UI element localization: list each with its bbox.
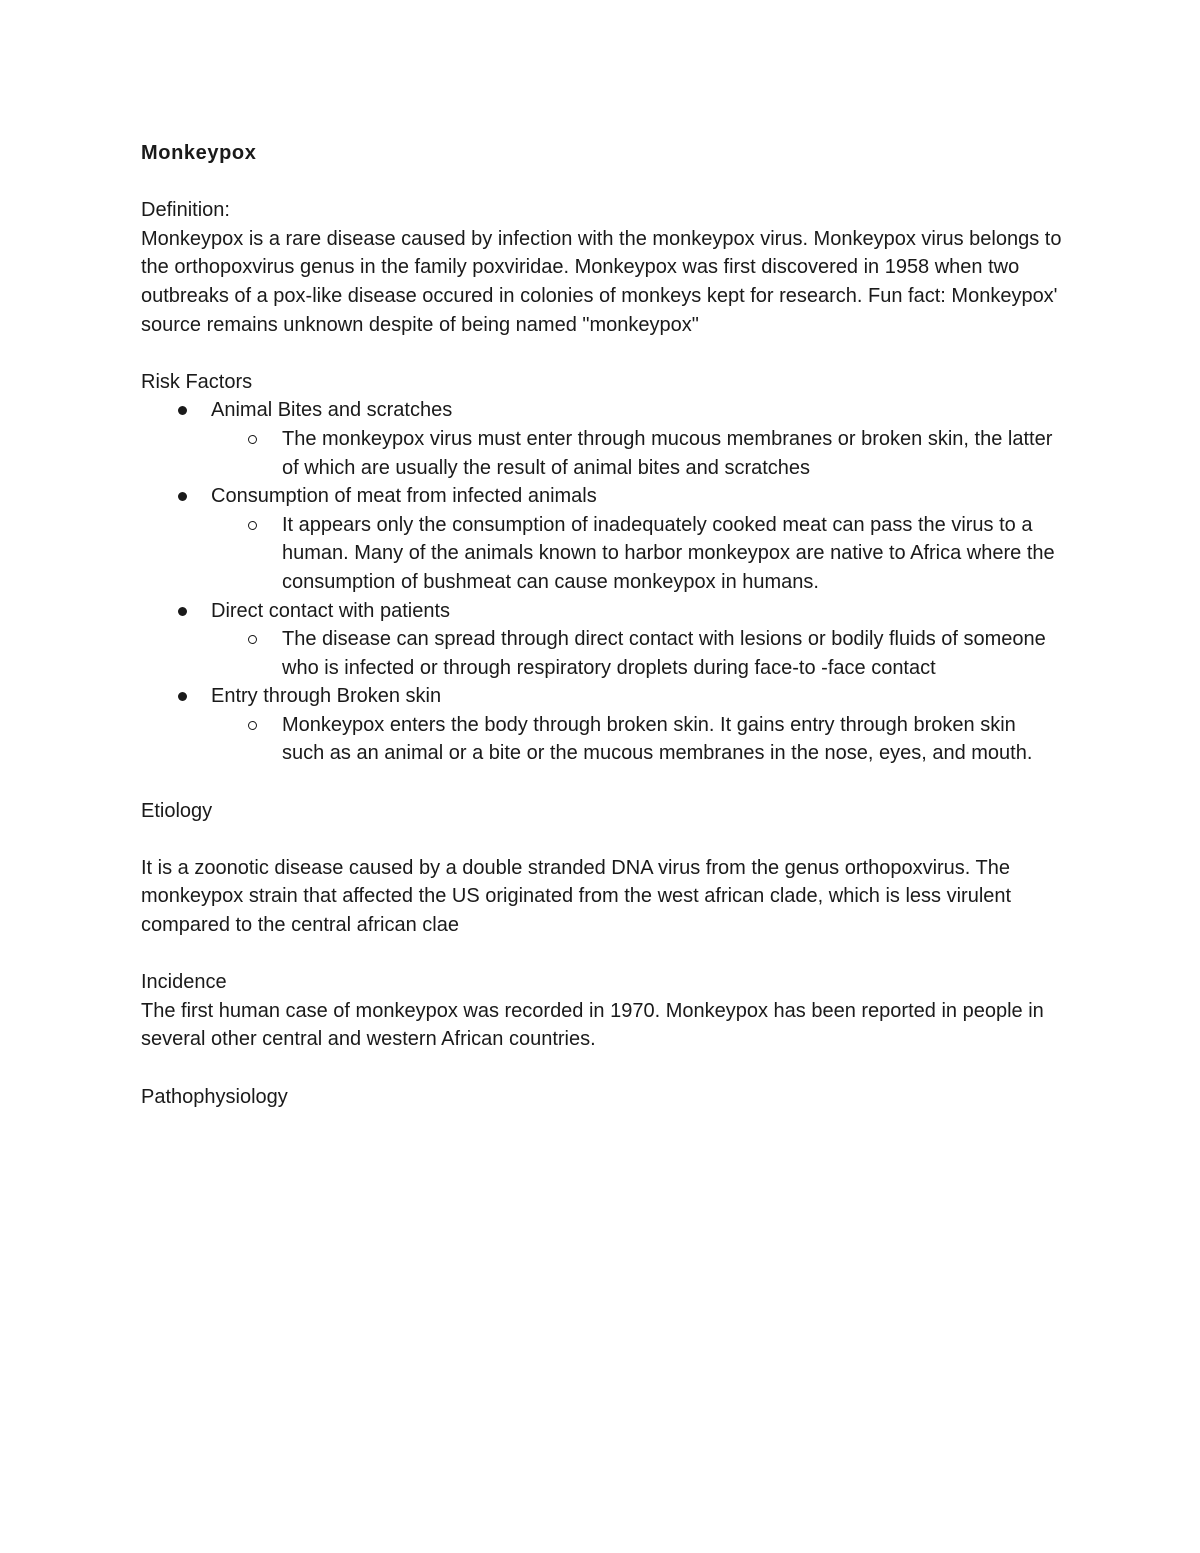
risk-factor-details [211, 425, 1071, 482]
document-title: Monkeypox [141, 142, 257, 164]
risk-factor-details [211, 511, 1071, 597]
list-item [282, 711, 1071, 768]
hollow-bullet-icon [248, 435, 257, 444]
risk-factor-label: Entry through Broken skin [211, 685, 442, 708]
list-item [211, 597, 1071, 683]
bullet-icon [178, 406, 187, 415]
risk-factor-label: Consumption of meat from infected animals [211, 485, 597, 508]
bullet-icon [178, 692, 187, 701]
bullet-icon [178, 492, 187, 501]
pathophysiology-heading: Pathophysiology [141, 1085, 288, 1108]
hollow-bullet-icon [248, 721, 257, 730]
risk-factor-label: Direct contact with patients [211, 599, 450, 622]
etiology-section [141, 797, 1071, 940]
list-item [211, 396, 1071, 482]
definition-text: Monkeypox is a rare disease caused by infection with the monkeypox virus. Monkeypox virus belongs to the orthopoxvirus genus in the family poxviridae. Monkeypox was first discovered in 1958 when two outbreaks of a pox-like disease occured in colonies of monkeys kept for research. Fun fact: Monkeypox' source remains unknown despite of being named "monkeypox" [141, 227, 1062, 336]
pathophysiology-section [141, 1083, 1071, 1112]
risk-factor-details [211, 711, 1071, 768]
document-page [141, 139, 1071, 1111]
list-item [211, 482, 1071, 596]
risk-factor-detail: The monkeypox virus must enter through mucous membranes or broken skin, the latter of which are usually the result of animal bites and scratches [282, 427, 1053, 479]
spacer [141, 940, 1071, 969]
risk-factors-section [141, 368, 1071, 768]
spacer [141, 339, 1071, 368]
list-item [211, 682, 1071, 768]
risk-factors-list [141, 396, 1071, 768]
definition-section [141, 196, 1071, 339]
spacer [141, 825, 1071, 854]
hollow-bullet-icon [248, 635, 257, 644]
incidence-heading: Incidence [141, 971, 227, 994]
spacer [141, 768, 1071, 797]
list-item [282, 625, 1071, 682]
incidence-text: The first human case of monkeypox was recorded in 1970. Monkeypox has been reported in people in several other central and western African countries. [141, 999, 1044, 1051]
risk-factor-label: Animal Bites and scratches [211, 399, 453, 422]
spacer [141, 1054, 1071, 1083]
risk-factor-detail: It appears only the consumption of inadequately cooked meat can pass the virus to a human. Many of the animals known to harbor monkeypox are native to Africa where the consumption of bushmeat can cause monkeypox in humans. [282, 513, 1055, 593]
list-item [282, 511, 1071, 597]
bullet-icon [178, 607, 187, 616]
hollow-bullet-icon [248, 521, 257, 530]
list-item [282, 425, 1071, 482]
risk-factor-details [211, 625, 1071, 682]
etiology-heading: Etiology [141, 799, 213, 822]
etiology-text: It is a zoonotic disease caused by a double stranded DNA virus from the genus orthopoxvirus. The monkeypox strain that affected the US originated from the west african clade, which is less virulent compared to the central african clae [141, 856, 1012, 937]
risk-factors-heading: Risk Factors [141, 370, 253, 393]
risk-factor-detail: The disease can spread through direct contact with lesions or bodily fluids of someone who is infected or through respiratory droplets during face-to -face contact [282, 628, 1046, 679]
incidence-section [141, 968, 1071, 1054]
definition-heading: Definition: [141, 199, 230, 222]
risk-factor-detail: Monkeypox enters the body through broken skin. It gains entry through broken skin such as an animal or a bite or the mucous membranes in the nose, eyes, and mouth. [282, 713, 1033, 765]
